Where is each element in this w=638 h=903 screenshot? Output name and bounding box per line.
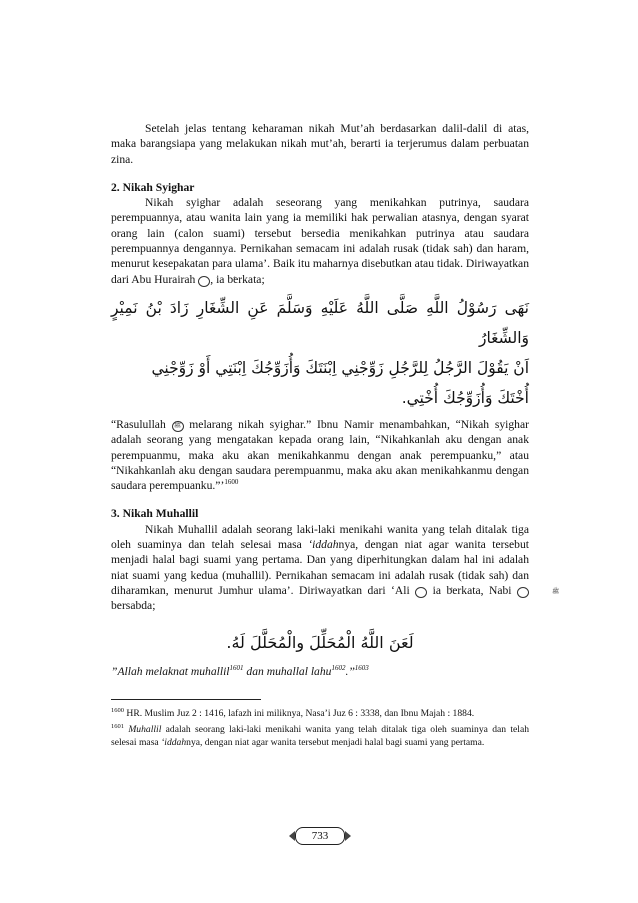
- intro-paragraph: Setelah jelas tentang keharaman nikah Mut’ah berdasarkan dalil-dalil di atas, maka barangsiapa yang melakukan nikah mut’ah, berarti ia terjerumus dalam perbuatan zina.: [111, 122, 529, 166]
- arabic-line-1: نَهَى رَسُوْلُ اللَّهِ صَلَّى اللَّهُ عَلَيْهِ وَسَلَّمَ عَنِ الشِّغَارِ زَادَ بْنُ نَمِيْرٍ وَالشِّغَارُ: [111, 298, 529, 347]
- footnote-ref-1600: 1600: [224, 478, 239, 487]
- muhallil-paragraph: Nikah Muhallil adalah seorang laki-laki menikahi wanita yang telah ditalak tiga oleh suaminya dan telah selesai masa ‘iddahnya, dengan niat agar wanita tersebut menjadi halal bagi suami yang pertama. Dan yang diperhitungkan dalam hal ini adalah niat suami yang kedua (muhallil). Pernikahan semacam ini adalah rusak (tidak sah) dan diharamkan, menurut Jumhur ulama’. Diriwayatkan dari ‘Ali ia berkata, Nabi ﷺ bersabda;: [111, 522, 560, 613]
- arabic-line-2: اَنْ يَقُوْلَ الرَّجُلُ لِلرَّجُلِ زَوِّجْنِي اِبْنَتَكَ وَأُزَوِّجُكَ اِبْنَتِي أَوْ زَوِّجْنِي: [151, 358, 529, 377]
- syighar-translation: “Rasulullah ﷺ melarang nikah syighar.” Ibnu Namir menambahkan, “Nikah syighar adalah seorang yang mengatakan kepada orang lain, “Nikahkanlah aku dengan anak perempuanmu, maka aku akan menikahkanmu dengan anak perempuanku,” atau “Nikahkanlah aku dengan saudara perempuanmu, maka aku akan menikahkanmu dengan saudara perempuanku.”’$^{1600}$: [111, 417, 529, 493]
- footnote-divider: [111, 699, 261, 700]
- syighar-paragraph: Nikah syighar adalah seseorang yang menikahkan putrinya, saudara perempuannya, atau wanita lain yang ia memiliki hak perwalian atasnya, dengan syarat orang lain (calon suami) tersebut bersedia menikahkan putrinya atau saudara perempuannya dengannya. Pernikahan semacam ini adalah rusak (tidak sah) dan haram, menurut kesepakatan para ulama’. Baik itu maharnya disebutkan atau tidak. Diriwayatkan dari Abu Hurairah , ia berkata;: [111, 196, 529, 286]
- footnote-1600: $^{1600}$ HR. Muslim Juz 2 : 1416, lafazh ini miliknya, Nasa’i Juz 6 : 3338, dan Ibnu Majah : 1884.: [111, 706, 475, 719]
- footnote-ref-1603: 1603: [354, 663, 369, 672]
- footnote-ref-1602: 1602: [331, 663, 346, 672]
- section-heading-muhallil: 3. Nikah Muhallil: [111, 507, 199, 521]
- footnote-1601: $^{1601}$ Muhallil adalah seorang laki-laki menikahi wanita yang telah ditalak tiga oleh suaminya dan telah selesai masa ‘iddahnya, dengan niat agar wanita tersebut menjadi halal bagi suami yang pertama.: [111, 723, 529, 748]
- arabic-line-3: أُخْتَكَ وَأُزَوِّجُكَ أُخْتِي.: [401, 388, 529, 407]
- section-heading-syighar: 2. Nikah Syighar: [111, 180, 195, 194]
- footnote-ref-1601: 1601: [229, 663, 244, 672]
- ra-honorific-icon: [198, 276, 210, 287]
- saw-honorific-icon: ﷺ: [172, 421, 184, 432]
- page-content: [111, 121, 560, 753]
- muhallil-translation: ”Allah melaknat muhallil$^{1601}$ dan muhallal lahu$^{1602}$.’’$^{1603}$: [111, 663, 369, 678]
- hadith-arabic-syighar: [111, 293, 529, 413]
- ra-honorific-icon: [415, 587, 427, 598]
- hadith-arabic-muhallil: لَعَنَ اللَّهُ الْمُحَلِّلَ والْمُحَلَّلَ لَهُ.: [226, 632, 414, 652]
- saw-honorific-icon: ﷺ: [517, 587, 529, 598]
- page-number: 733: [295, 827, 345, 845]
